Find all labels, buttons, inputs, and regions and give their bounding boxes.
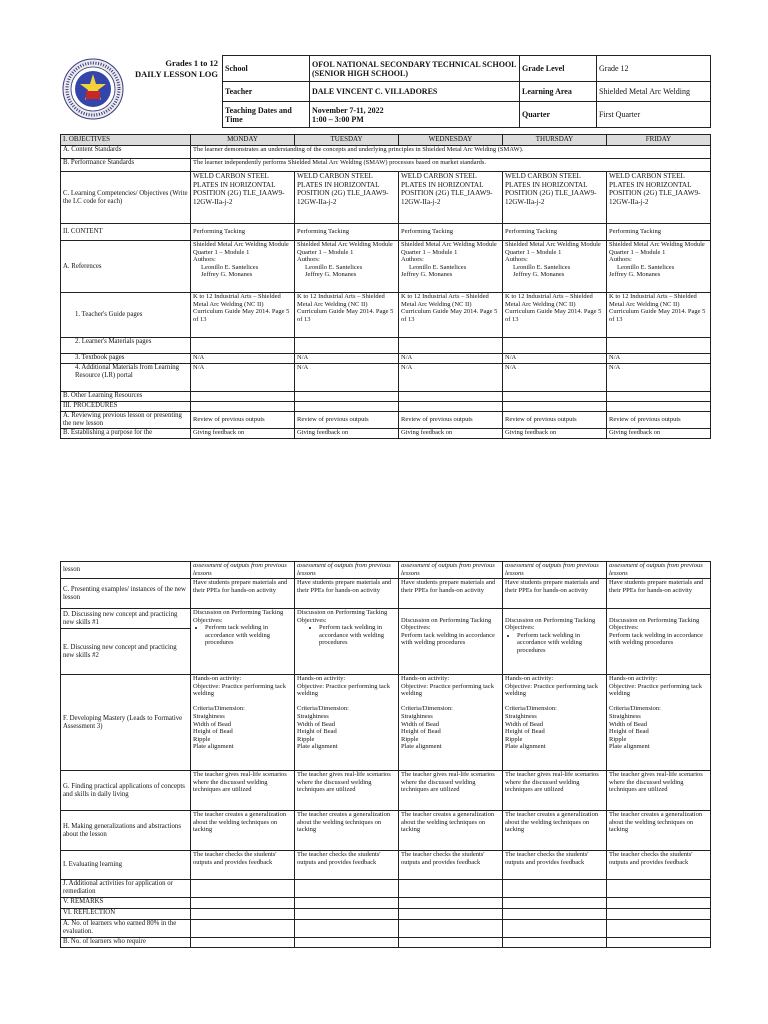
criteria-line: Plate alignment	[505, 743, 546, 751]
lesson-mon: assessment of outputs from previous lessons	[191, 562, 295, 579]
criteria-line: Height of Bead	[193, 728, 233, 736]
discussion-title: Discussion on Performing Tacking	[505, 616, 596, 624]
objective-item: • Perform tack welding in accordance with welding procedures	[205, 624, 292, 647]
lesson-table-part1	[60, 134, 711, 439]
dates-line1: November 7-11, 2022	[312, 105, 384, 115]
criteria-line: Criteria/Dimension:	[505, 705, 557, 713]
finding-label: G. Finding practical applications of concepts and skills in daily living	[61, 771, 191, 811]
dates-label: Teaching Dates and Time	[223, 102, 310, 128]
ref-line: Authors:	[401, 256, 424, 264]
cell-empty	[607, 909, 711, 920]
cell-empty	[295, 898, 399, 909]
day-wednesday: WEDNESDAY	[399, 135, 503, 146]
competency-tue: WELD CARBON STEEL PLATES IN HORIZONTAL POSITION (2G) TLE_IAAW9-12GW-IIa-j-2	[295, 172, 399, 224]
handson-objective: Objective: Practice performing tack welding	[609, 682, 702, 698]
reviewing-fri: Review of previous outputs	[607, 412, 711, 429]
presenting-tue: Have students prepare materials and their PPEs for hands-on activity	[295, 579, 399, 609]
presenting-mon: Have students prepare materials and their PPEs for hands-on activity	[191, 579, 295, 609]
title-line2: DAILY LESSON LOG	[135, 69, 218, 79]
criteria-line: Straightness	[401, 712, 433, 720]
school-value: OFOL NATIONAL SECONDARY TECHNICAL SCHOOL (SENIOR HIGH SCHOOL)	[310, 56, 520, 82]
content-mon: Performing Tacking	[191, 224, 295, 241]
ref-line: Authors:	[505, 256, 528, 264]
developing-fri	[607, 675, 711, 771]
learners-require-label: B. No. of learners who require	[61, 938, 191, 948]
cell-empty	[191, 402, 295, 412]
criteria-line: Ripple	[609, 735, 627, 743]
ref-line: Jeffrey G. Monanes	[305, 271, 357, 279]
day-tuesday: TUESDAY	[295, 135, 399, 146]
reflection-heading: VI. REFLECTION	[61, 909, 191, 920]
ref-line: Leonillo E. Santelices	[201, 263, 259, 271]
competency-wed: WELD CARBON STEEL PLATES IN HORIZONTAL POSITION (2G) TLE_IAAW9-12GW-IIa-j-2	[399, 172, 503, 224]
procedures-heading: III. PROCEDURES	[61, 402, 191, 412]
dates-value	[310, 102, 520, 128]
presenting-fri: Have students prepare materials and their PPEs for hands-on activity	[607, 579, 711, 609]
na-cell: N/A	[191, 364, 295, 392]
learning-area-label: Learning Area	[520, 82, 597, 102]
cell-empty	[607, 392, 711, 402]
learners-80-label: A. No. of learners who earned 80% in the evaluation.	[61, 920, 191, 938]
objectives-label: Objectives:	[609, 624, 639, 632]
lesson-thu: assessment of outputs from previous lessons	[503, 562, 607, 579]
cell-empty	[191, 880, 295, 898]
ref-line: Leonillo E. Santelices	[409, 263, 467, 271]
cell-empty	[503, 898, 607, 909]
objective-item: Perform tack welding in accordance with welding procedures	[609, 631, 703, 647]
na-cell: N/A	[607, 364, 711, 392]
handson-objective: Objective: Practice performing tack welding	[505, 682, 598, 698]
day-thursday: THURSDAY	[503, 135, 607, 146]
criteria-line: Straightness	[297, 712, 329, 720]
ref-line: Shielded Metal Arc Welding Module	[401, 241, 497, 248]
objectives-label: Objectives:	[505, 624, 535, 632]
grade-level-label: Grade Level	[520, 56, 597, 82]
cell-empty	[191, 338, 295, 354]
lesson-wed: assessment of outputs from previous lessons	[399, 562, 503, 579]
discussion-title: Discussion on Performing Tacking	[193, 609, 284, 616]
ref-line: Leonillo E. Santelices	[305, 263, 363, 271]
competency-thu: WELD CARBON STEEL PLATES IN HORIZONTAL POSITION (2G) TLE_IAAW9-12GW-IIa-j-2	[503, 172, 607, 224]
discussing-thu	[503, 609, 607, 675]
content-thu: Performing Tacking	[503, 224, 607, 241]
day-monday: MONDAY	[191, 135, 295, 146]
criteria-line: Plate alignment	[297, 743, 338, 751]
evaluating-tue: The teacher checks the students' outputs and provides feedback	[295, 851, 399, 880]
ref-line: Jeffrey G. Monanes	[513, 271, 565, 279]
criteria-line: Height of Bead	[505, 728, 545, 736]
na-cell: N/A	[295, 354, 399, 364]
criteria-line: Plate alignment	[401, 743, 442, 751]
objectives-label: Objectives:	[401, 624, 431, 632]
discussing-fri	[607, 609, 711, 675]
establishing-label: B. Establishing a purpose for the	[61, 429, 191, 439]
cell-empty	[503, 938, 607, 948]
content-wed: Performing Tacking	[399, 224, 503, 241]
finding-fri: The teacher gives real-life scenarios where the discussed welding techniques are utilized	[607, 771, 711, 811]
criteria-line: Ripple	[297, 735, 315, 743]
discussion-title: Discussion on Performing Tacking	[401, 616, 492, 624]
na-cell: N/A	[191, 354, 295, 364]
textbook-pages-label: 3. Textbook pages	[61, 354, 191, 364]
making-wed: The teacher creates a generalization about the welding techniques on tacking	[399, 811, 503, 851]
criteria-line: Ripple	[505, 735, 523, 743]
finding-mon: The teacher gives real-life scenarios where the discussed welding techniques are utilized	[191, 771, 295, 811]
ref-line: Shielded Metal Arc Welding Module	[193, 241, 289, 248]
cell-empty	[295, 402, 399, 412]
criteria-line: Straightness	[193, 712, 225, 720]
ref-line: Authors:	[193, 256, 216, 264]
na-cell: N/A	[503, 364, 607, 392]
presenting-thu: Have students prepare materials and their PPEs for hands-on activity	[503, 579, 607, 609]
criteria-line: Height of Bead	[401, 728, 441, 736]
na-cell: N/A	[399, 364, 503, 392]
grade-level-value: Grade 12	[597, 56, 711, 82]
ref-line: Quarter 1 – Module 1	[609, 248, 666, 256]
cell-empty	[191, 909, 295, 920]
cell-empty	[607, 338, 711, 354]
teachers-guide-thu: K to 12 Industrial Arts – Shielded Metal Arc Welding (NC II) Curriculum Guide May 2014. Page 5 of 13	[503, 293, 607, 338]
cell-empty	[503, 880, 607, 898]
cell-empty	[191, 898, 295, 909]
content-fri: Performing Tacking	[607, 224, 711, 241]
quarter-value: First Quarter	[597, 102, 711, 128]
cell-empty	[607, 880, 711, 898]
cell-empty	[503, 402, 607, 412]
developing-mon	[191, 675, 295, 771]
learning-area-value: Shielded Metal Arc Welding	[597, 82, 711, 102]
reviewing-wed: Review of previous outputs	[399, 412, 503, 429]
teachers-guide-fri: K to 12 Industrial Arts – Shielded Metal Arc Welding (NC II) Curriculum Guide May 2014. Page 5 of 13	[607, 293, 711, 338]
header-table	[222, 55, 711, 128]
content-tue: Performing Tacking	[295, 224, 399, 241]
finding-tue: The teacher gives real-life scenarios where the discussed welding techniques are utilized	[295, 771, 399, 811]
objective-item: • Perform tack welding in accordance with welding procedures	[319, 624, 396, 647]
criteria-line: Ripple	[401, 735, 419, 743]
discussing1-label: D. Discussing new concept and practicing new skills #1	[61, 609, 191, 629]
remarks-heading: V. REMARKS	[61, 898, 191, 909]
performance-standards-text: The learner independently performs Shielded Metal Arc Welding (SMAW) processes based on market standards.	[191, 159, 711, 172]
references-label: A. References	[61, 241, 191, 293]
criteria-line: Straightness	[505, 712, 537, 720]
cell-empty	[295, 938, 399, 948]
establishing-fri: Giving feedback on	[607, 429, 711, 439]
cell-empty	[399, 338, 503, 354]
ref-line: Quarter 1 – Module 1	[193, 248, 250, 256]
criteria-line: Plate alignment	[193, 743, 234, 751]
evaluating-thu: The teacher checks the students' outputs and provides feedback	[503, 851, 607, 880]
reviewing-tue: Review of previous outputs	[295, 412, 399, 429]
objective-item: Perform tack welding in accordance with welding procedures	[401, 631, 495, 647]
content-standards-label: A. Content Standards	[61, 146, 191, 159]
handson-label: Hands-on activity:	[609, 675, 658, 682]
ref-line: Quarter 1 – Module 1	[297, 248, 354, 256]
references-thu	[503, 241, 607, 293]
na-cell: N/A	[295, 364, 399, 392]
discussion-title: Discussion on Performing Tacking	[609, 616, 700, 624]
na-cell: N/A	[503, 354, 607, 364]
form-title	[126, 58, 218, 80]
finding-thu: The teacher gives real-life scenarios where the discussed welding techniques are utilized	[503, 771, 607, 811]
other-resources-label: B. Other Learning Resources	[61, 392, 191, 402]
criteria-line: Plate alignment	[609, 743, 650, 751]
establishing-tue: Giving feedback on	[295, 429, 399, 439]
establishing-thu: Giving feedback on	[503, 429, 607, 439]
making-thu: The teacher creates a generalization about the welding techniques on tacking	[503, 811, 607, 851]
teacher-value: DALE VINCENT C. VILLADORES	[310, 82, 520, 102]
competency-fri: WELD CARBON STEEL PLATES IN HORIZONTAL POSITION (2G) TLE_IAAW9-12GW-IIa-j-2	[607, 172, 711, 224]
teacher-label: Teacher	[223, 82, 310, 102]
developing-label: F. Developing Mastery (Leads to Formative Assessment 3)	[61, 675, 191, 771]
teachers-guide-tue: K to 12 Industrial Arts – Shielded Metal Arc Welding (NC II) Curriculum Guide May 2014. Page 5 of 13	[295, 293, 399, 338]
na-cell: N/A	[399, 354, 503, 364]
competency-mon: WELD CARBON STEEL PLATES IN HORIZONTAL POSITION (2G) TLE_IAAW9-12GW-IIa-j-2	[191, 172, 295, 224]
references-tue	[295, 241, 399, 293]
lesson-label: lesson	[61, 562, 191, 579]
ref-line: Shielded Metal Arc Welding Module	[297, 241, 393, 248]
cell-empty	[503, 338, 607, 354]
reviewing-label: A. Reviewing previous lesson or presenting the new lesson	[61, 412, 191, 429]
handson-objective: Objective: Practice performing tack welding	[401, 682, 494, 698]
ref-line: Quarter 1 – Module 1	[401, 248, 458, 256]
criteria-line: Criteria/Dimension:	[609, 705, 661, 713]
presenting-wed: Have students prepare materials and their PPEs for hands-on activity	[399, 579, 503, 609]
lesson-tue: assessment of outputs from previous lessons	[295, 562, 399, 579]
references-mon	[191, 241, 295, 293]
criteria-line: Criteria/Dimension:	[297, 705, 349, 713]
criteria-line: Height of Bead	[609, 728, 649, 736]
cell-empty	[399, 938, 503, 948]
cell-empty	[399, 880, 503, 898]
cell-empty	[607, 898, 711, 909]
content-standards-text: The learner demonstrates an understanding of the concepts and underlying principles in Shielded Metal Arc Welding (SMAW).	[191, 146, 711, 159]
criteria-line: Width of Bead	[505, 720, 544, 728]
cell-empty	[295, 920, 399, 938]
cell-empty	[503, 920, 607, 938]
establishing-wed: Giving feedback on	[399, 429, 503, 439]
developing-thu	[503, 675, 607, 771]
developing-tue	[295, 675, 399, 771]
reviewing-mon: Review of previous outputs	[191, 412, 295, 429]
ref-line: Leonillo E. Santelices	[617, 263, 675, 271]
criteria-line: Criteria/Dimension:	[401, 705, 453, 713]
making-mon: The teacher creates a generalization about the welding techniques on tacking	[191, 811, 295, 851]
criteria-line: Width of Bead	[297, 720, 336, 728]
cell-empty	[191, 920, 295, 938]
additional-materials-label: 4. Additional Materials from Learning Resource (LR) portal	[61, 364, 191, 392]
discussing-tue	[295, 609, 399, 675]
learners-materials-label: 2. Learner's Materials pages	[61, 338, 191, 354]
teachers-guide-wed: K to 12 Industrial Arts – Shielded Metal Arc Welding (NC II) Curriculum Guide May 2014. Page 5 of 13	[399, 293, 503, 338]
cell-empty	[399, 920, 503, 938]
lesson-fri: assessment of outputs from previous lessons	[607, 562, 711, 579]
cell-empty	[191, 392, 295, 402]
na-cell: N/A	[607, 354, 711, 364]
cell-empty	[607, 402, 711, 412]
ref-line: Authors:	[297, 256, 320, 264]
criteria-line: Criteria/Dimension:	[193, 705, 245, 713]
objectives-heading: I. OBJECTIVES	[61, 135, 191, 146]
making-tue: The teacher creates a generalization about the welding techniques on tacking	[295, 811, 399, 851]
developing-wed	[399, 675, 503, 771]
establishing-mon: Giving feedback on	[191, 429, 295, 439]
objective-item: • Perform tack welding in accordance with welding procedures	[517, 632, 604, 655]
cell-empty	[295, 909, 399, 920]
discussing-wed	[399, 609, 503, 675]
evaluating-wed: The teacher checks the students' outputs and provides feedback	[399, 851, 503, 880]
cell-empty	[503, 909, 607, 920]
references-wed	[399, 241, 503, 293]
school-label: School	[223, 56, 310, 82]
cell-empty	[295, 338, 399, 354]
teachers-guide-mon: K to 12 Industrial Arts – Shielded Metal Arc Welding (NC II) Curriculum Guide May 2014. Page 5 of 13	[191, 293, 295, 338]
cell-empty	[295, 880, 399, 898]
ref-line: Leonillo E. Santelices	[513, 263, 571, 271]
handson-label: Hands-on activity:	[297, 675, 346, 682]
deped-seal-icon	[62, 58, 124, 120]
cell-empty	[607, 920, 711, 938]
criteria-line: Straightness	[609, 712, 641, 720]
discussing-mon	[191, 609, 295, 675]
lesson-table-part2	[60, 561, 711, 948]
cell-empty	[399, 898, 503, 909]
presenting-label: C. Presenting examples/ instances of the new lesson	[61, 579, 191, 609]
ref-line: Shielded Metal Arc Welding Module	[505, 241, 601, 248]
objectives-label: Objectives:	[297, 616, 327, 624]
making-fri: The teacher creates a generalization about the welding techniques on tacking	[607, 811, 711, 851]
evaluating-mon: The teacher checks the students' outputs and provides feedback	[191, 851, 295, 880]
references-fri	[607, 241, 711, 293]
ref-line: Jeffrey G. Monanes	[609, 271, 661, 279]
discussing2-label: E. Discussing new concept and practicing new skills #2	[61, 629, 191, 675]
handson-label: Hands-on activity:	[505, 675, 554, 682]
title-line1: Grades 1 to 12	[165, 58, 218, 68]
handson-objective: Objective: Practice performing tack welding	[193, 682, 286, 698]
criteria-line: Width of Bead	[609, 720, 648, 728]
performance-standards-label: B. Performance Standards	[61, 159, 191, 172]
content-label: II. CONTENT	[61, 224, 191, 241]
ref-line: Jeffrey G. Monanes	[401, 271, 453, 279]
evaluating-fri: The teacher checks the students' outputs and provides feedback	[607, 851, 711, 880]
teachers-guide-label: 1. Teacher's Guide pages	[61, 293, 191, 338]
criteria-line: Height of Bead	[297, 728, 337, 736]
day-friday: FRIDAY	[607, 135, 711, 146]
competencies-label: C. Learning Competencies/ Objectives (Write the LC code for each)	[61, 172, 191, 224]
cell-empty	[295, 392, 399, 402]
finding-wed: The teacher gives real-life scenarios where the discussed welding techniques are utilized	[399, 771, 503, 811]
criteria-line: Width of Bead	[401, 720, 440, 728]
cell-empty	[607, 938, 711, 948]
criteria-line: Width of Bead	[193, 720, 232, 728]
ref-line: Quarter 1 – Module 1	[505, 248, 562, 256]
ref-line: Jeffrey G. Monanes	[201, 271, 253, 279]
evaluating-label: I. Evaluating learning	[61, 851, 191, 880]
ref-line: Authors:	[609, 256, 632, 264]
cell-empty	[399, 392, 503, 402]
criteria-line: Ripple	[193, 735, 211, 743]
reviewing-thu: Review of previous outputs	[503, 412, 607, 429]
objectives-label: Objectives:	[193, 616, 223, 624]
cell-empty	[191, 938, 295, 948]
additional-label: J. Additional activities for application or remediation	[61, 880, 191, 898]
handson-label: Hands-on activity:	[193, 675, 242, 682]
handson-objective: Objective: Practice performing tack welding	[297, 682, 390, 698]
discussion-title: Discussion on Performing Tacking	[297, 609, 388, 616]
handson-label: Hands-on activity:	[401, 675, 450, 682]
making-label: H. Making generalizations and abstractions about the lesson	[61, 811, 191, 851]
ref-line: Shielded Metal Arc Welding Module	[609, 241, 705, 248]
quarter-label: Quarter	[520, 102, 597, 128]
cell-empty	[399, 909, 503, 920]
cell-empty	[503, 392, 607, 402]
dates-line2: 1:00 – 3:00 PM	[312, 114, 364, 124]
cell-empty	[399, 402, 503, 412]
